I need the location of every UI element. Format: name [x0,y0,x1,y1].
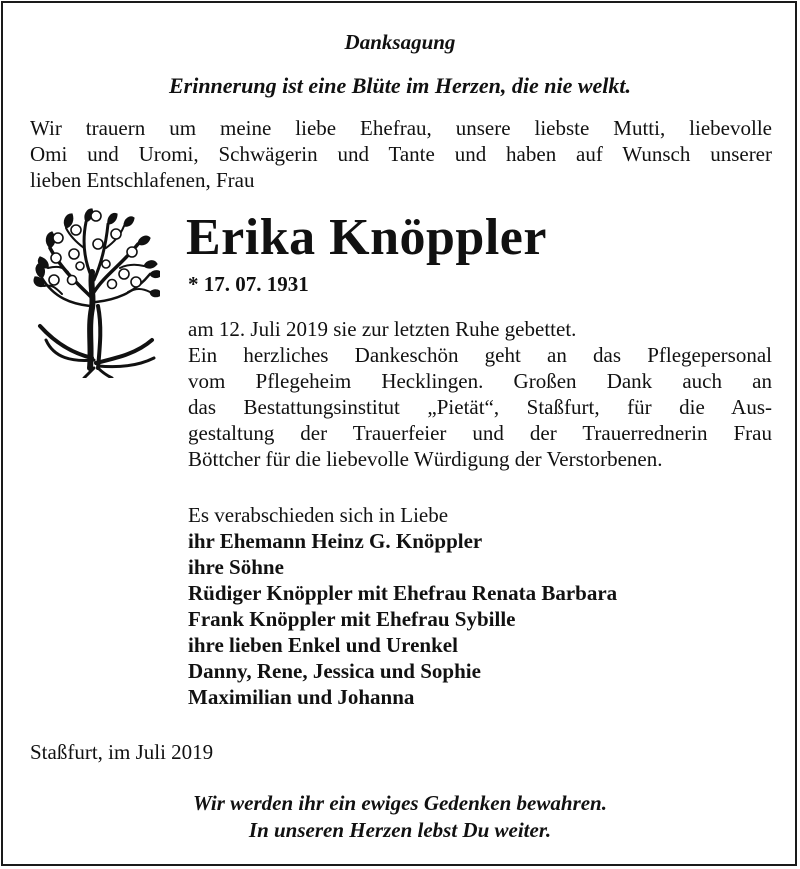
mourners-list [188,502,617,710]
closing-line: In unseren Herzen lebst Du weiter. [248,818,552,842]
mourner-line: ihr Ehemann Heinz G. Knöppler [188,529,483,553]
closing-line: Wir werden ihr ein ewiges Gedenken bewahren. [193,791,607,815]
decedent-name: Erika Knöppler [186,209,547,266]
tree-of-life-icon [32,208,160,378]
thanks-text [188,316,772,472]
thanks-line: vom Pflegeheim Hecklingen. Großen Dank auch an [188,369,772,393]
place-date: Staßfurt, im Juli 2019 [30,740,214,764]
mourner-line: Danny, Rene, Jessica und Sophie [188,659,481,683]
mourner-line: Maximilian und Johanna [188,685,415,709]
thanks-line: am 12. Juli 2019 sie zur letzten Ruhe gebettet. [188,317,577,341]
intro-line: Omi und Uromi, Schwägerin und Tante und haben auf Wunsch unserer [30,142,772,166]
thanks-line: gestaltung der Trauerfeier und der Trauerrednerin Frau [188,421,772,445]
thanks-line: Ein herzliches Dankeschön geht an das Pflegepersonal [188,343,772,367]
notice-heading: Danksagung [344,30,456,54]
motto: Erinnerung ist eine Blüte im Herzen, die nie welkt. [168,73,632,98]
birth-date: * 17. 07. 1931 [188,272,309,296]
intro-text [30,115,772,193]
mourner-line: Rüdiger Knöppler mit Ehefrau Renata Barbara [188,581,618,605]
intro-line: lieben Entschlafenen, Frau [30,168,255,192]
farewell-intro: Es verabschieden sich in Liebe [188,503,449,527]
closing-text [0,790,800,844]
mourner-line: Frank Knöppler mit Ehefrau Sybille [188,607,516,631]
intro-line: Wir trauern um meine liebe Ehefrau, unsere liebste Mutti, liebevolle [30,116,772,140]
thanks-line: Böttcher für die liebevolle Würdigung der Verstorbenen. [188,447,663,471]
mourner-line: ihre lieben Enkel und Urenkel [188,633,458,657]
mourner-line: ihre Söhne [188,555,284,579]
thanks-line: das Bestattungsinstitut „Pietät“, Staßfurt, für die Aus- [188,395,772,419]
